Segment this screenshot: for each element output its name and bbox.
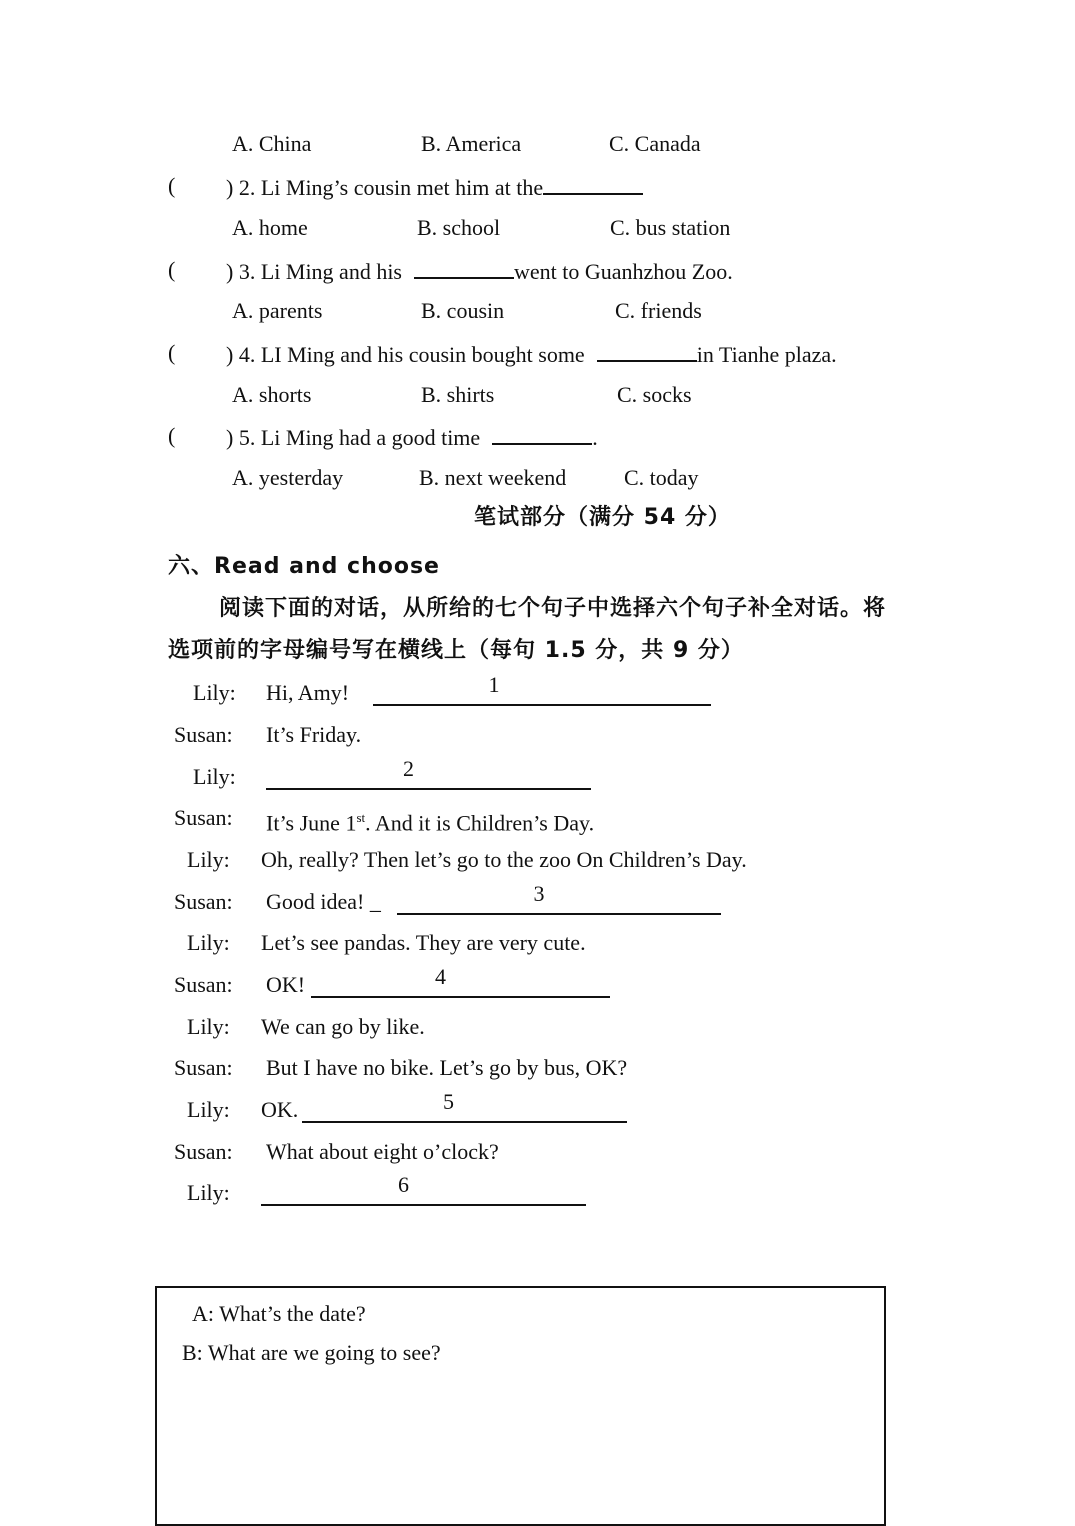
section-6-instruction-line-2: 选项前的字母编号写在横线上（每句 1.5 分，共 9 分）: [168, 638, 744, 663]
dialogue-text: What about eight o’clock?: [266, 1139, 499, 1164]
q3-option-a: A. parents: [232, 298, 323, 323]
answer-blank-number: 1: [488, 672, 500, 697]
answer-blank-2[interactable]: [266, 756, 591, 790]
choice-a: A: What’s the date?: [192, 1301, 366, 1326]
q3-text: ) 3. Li Ming and his: [226, 259, 402, 284]
q1-option-c: C. Canada: [609, 131, 701, 156]
answer-blank-3[interactable]: [397, 881, 721, 915]
written-section-heading: 笔试部分（满分 54 分）: [474, 505, 731, 530]
speaker-label: Lily:: [187, 930, 230, 955]
speaker-label: Lily:: [187, 1097, 230, 1122]
speaker-label: Susan:: [174, 722, 233, 747]
choice-b: B: What are we going to see?: [182, 1340, 441, 1365]
q5-option-b: B. next weekend: [419, 465, 567, 490]
answer-blank-number: 6: [398, 1172, 409, 1197]
answer-blank-number: 3: [533, 881, 545, 906]
speaker-label: Lily:: [193, 764, 236, 789]
speaker-label: Susan:: [174, 889, 233, 914]
q3-option-b: B. cousin: [421, 298, 505, 323]
dialogue-text: OK.: [261, 1097, 299, 1122]
dialogue-text: Oh, really? Then let’s go to the zoo On Children’s Day.: [261, 847, 747, 872]
q4-paren: (: [168, 340, 176, 365]
q4-option-a: A. shorts: [232, 382, 312, 407]
q2-option-c: C. bus station: [610, 215, 731, 240]
q5-option-c: C. today: [624, 465, 699, 490]
speaker-label: Susan:: [174, 1139, 233, 1164]
q3-option-c: C. friends: [615, 298, 702, 323]
q3-answer-blank[interactable]: [414, 257, 514, 279]
dialogue-text: OK!: [266, 972, 306, 997]
answer-blank-1[interactable]: [373, 672, 711, 706]
q5-option-a: A. yesterday: [232, 465, 344, 490]
answer-blank-number: 4: [435, 964, 446, 989]
q5-stem: [226, 423, 598, 451]
q3-paren: (: [168, 257, 176, 282]
answer-blank-4[interactable]: [311, 964, 610, 998]
answer-blank-5[interactable]: [302, 1089, 627, 1123]
q4-answer-blank[interactable]: [597, 340, 697, 362]
q4-text: ) 4. LI Ming and his cousin bought some: [226, 342, 585, 367]
speaker-label: Susan:: [174, 972, 233, 997]
q5-paren: (: [168, 423, 176, 448]
q2-stem: [226, 173, 643, 201]
dialogue-text: Good idea! _: [266, 889, 381, 914]
speaker-label: Lily:: [187, 1180, 230, 1205]
dialogue-text-part: . And it is Children’s Day.: [365, 810, 595, 836]
ordinal-suffix: st: [356, 810, 366, 825]
speaker-label: Susan:: [174, 1055, 233, 1080]
dialogue-text: But I have no bike. Let’s go by bus, OK?: [266, 1055, 628, 1080]
answer-blank-number: 2: [403, 756, 414, 781]
q5-after: .: [592, 425, 598, 450]
q4-option-b: B. shirts: [421, 382, 495, 407]
speaker-label: Lily:: [193, 680, 236, 705]
dialogue-text: We can go by like.: [261, 1014, 425, 1039]
q4-option-c: C. socks: [617, 382, 692, 407]
dialogue-text: Hi, Amy!: [266, 680, 350, 705]
dialogue-text: It’s Friday.: [266, 722, 362, 747]
q2-answer-blank[interactable]: [543, 173, 643, 195]
section-6-title: 六、Read and choose: [168, 554, 440, 579]
q2-option-b: B. school: [417, 215, 501, 240]
q3-stem: [226, 257, 733, 285]
dialogue-text: [266, 805, 594, 836]
section-6-instruction-line-1: 阅读下面的对话，从所给的七个句子中选择六个句子补全对话。将: [219, 596, 887, 621]
speaker-label: Lily:: [187, 1014, 230, 1039]
q1-option-b: B. America: [421, 131, 522, 156]
q4-after: in Tianhe plaza.: [696, 342, 837, 367]
choices-box: [155, 1286, 886, 1526]
q5-answer-blank[interactable]: [492, 423, 592, 445]
q2-text: ) 2. Li Ming’s cousin met him at the: [226, 175, 544, 200]
q4-stem: [226, 340, 837, 368]
speaker-label: Lily:: [187, 847, 230, 872]
q2-option-a: A. home: [232, 215, 308, 240]
answer-blank-number: 5: [443, 1089, 454, 1114]
q5-text: ) 5. Li Ming had a good time: [226, 425, 481, 450]
q1-option-a: A. China: [232, 131, 312, 156]
dialogue-text: Let’s see pandas. They are very cute.: [261, 930, 586, 955]
q3-after: went to Guanhzhou Zoo.: [514, 259, 733, 284]
answer-blank-6[interactable]: [261, 1172, 586, 1206]
dialogue-text-part: It’s June 1: [266, 810, 357, 836]
speaker-label: Susan:: [174, 805, 233, 830]
q2-paren: (: [168, 173, 176, 198]
